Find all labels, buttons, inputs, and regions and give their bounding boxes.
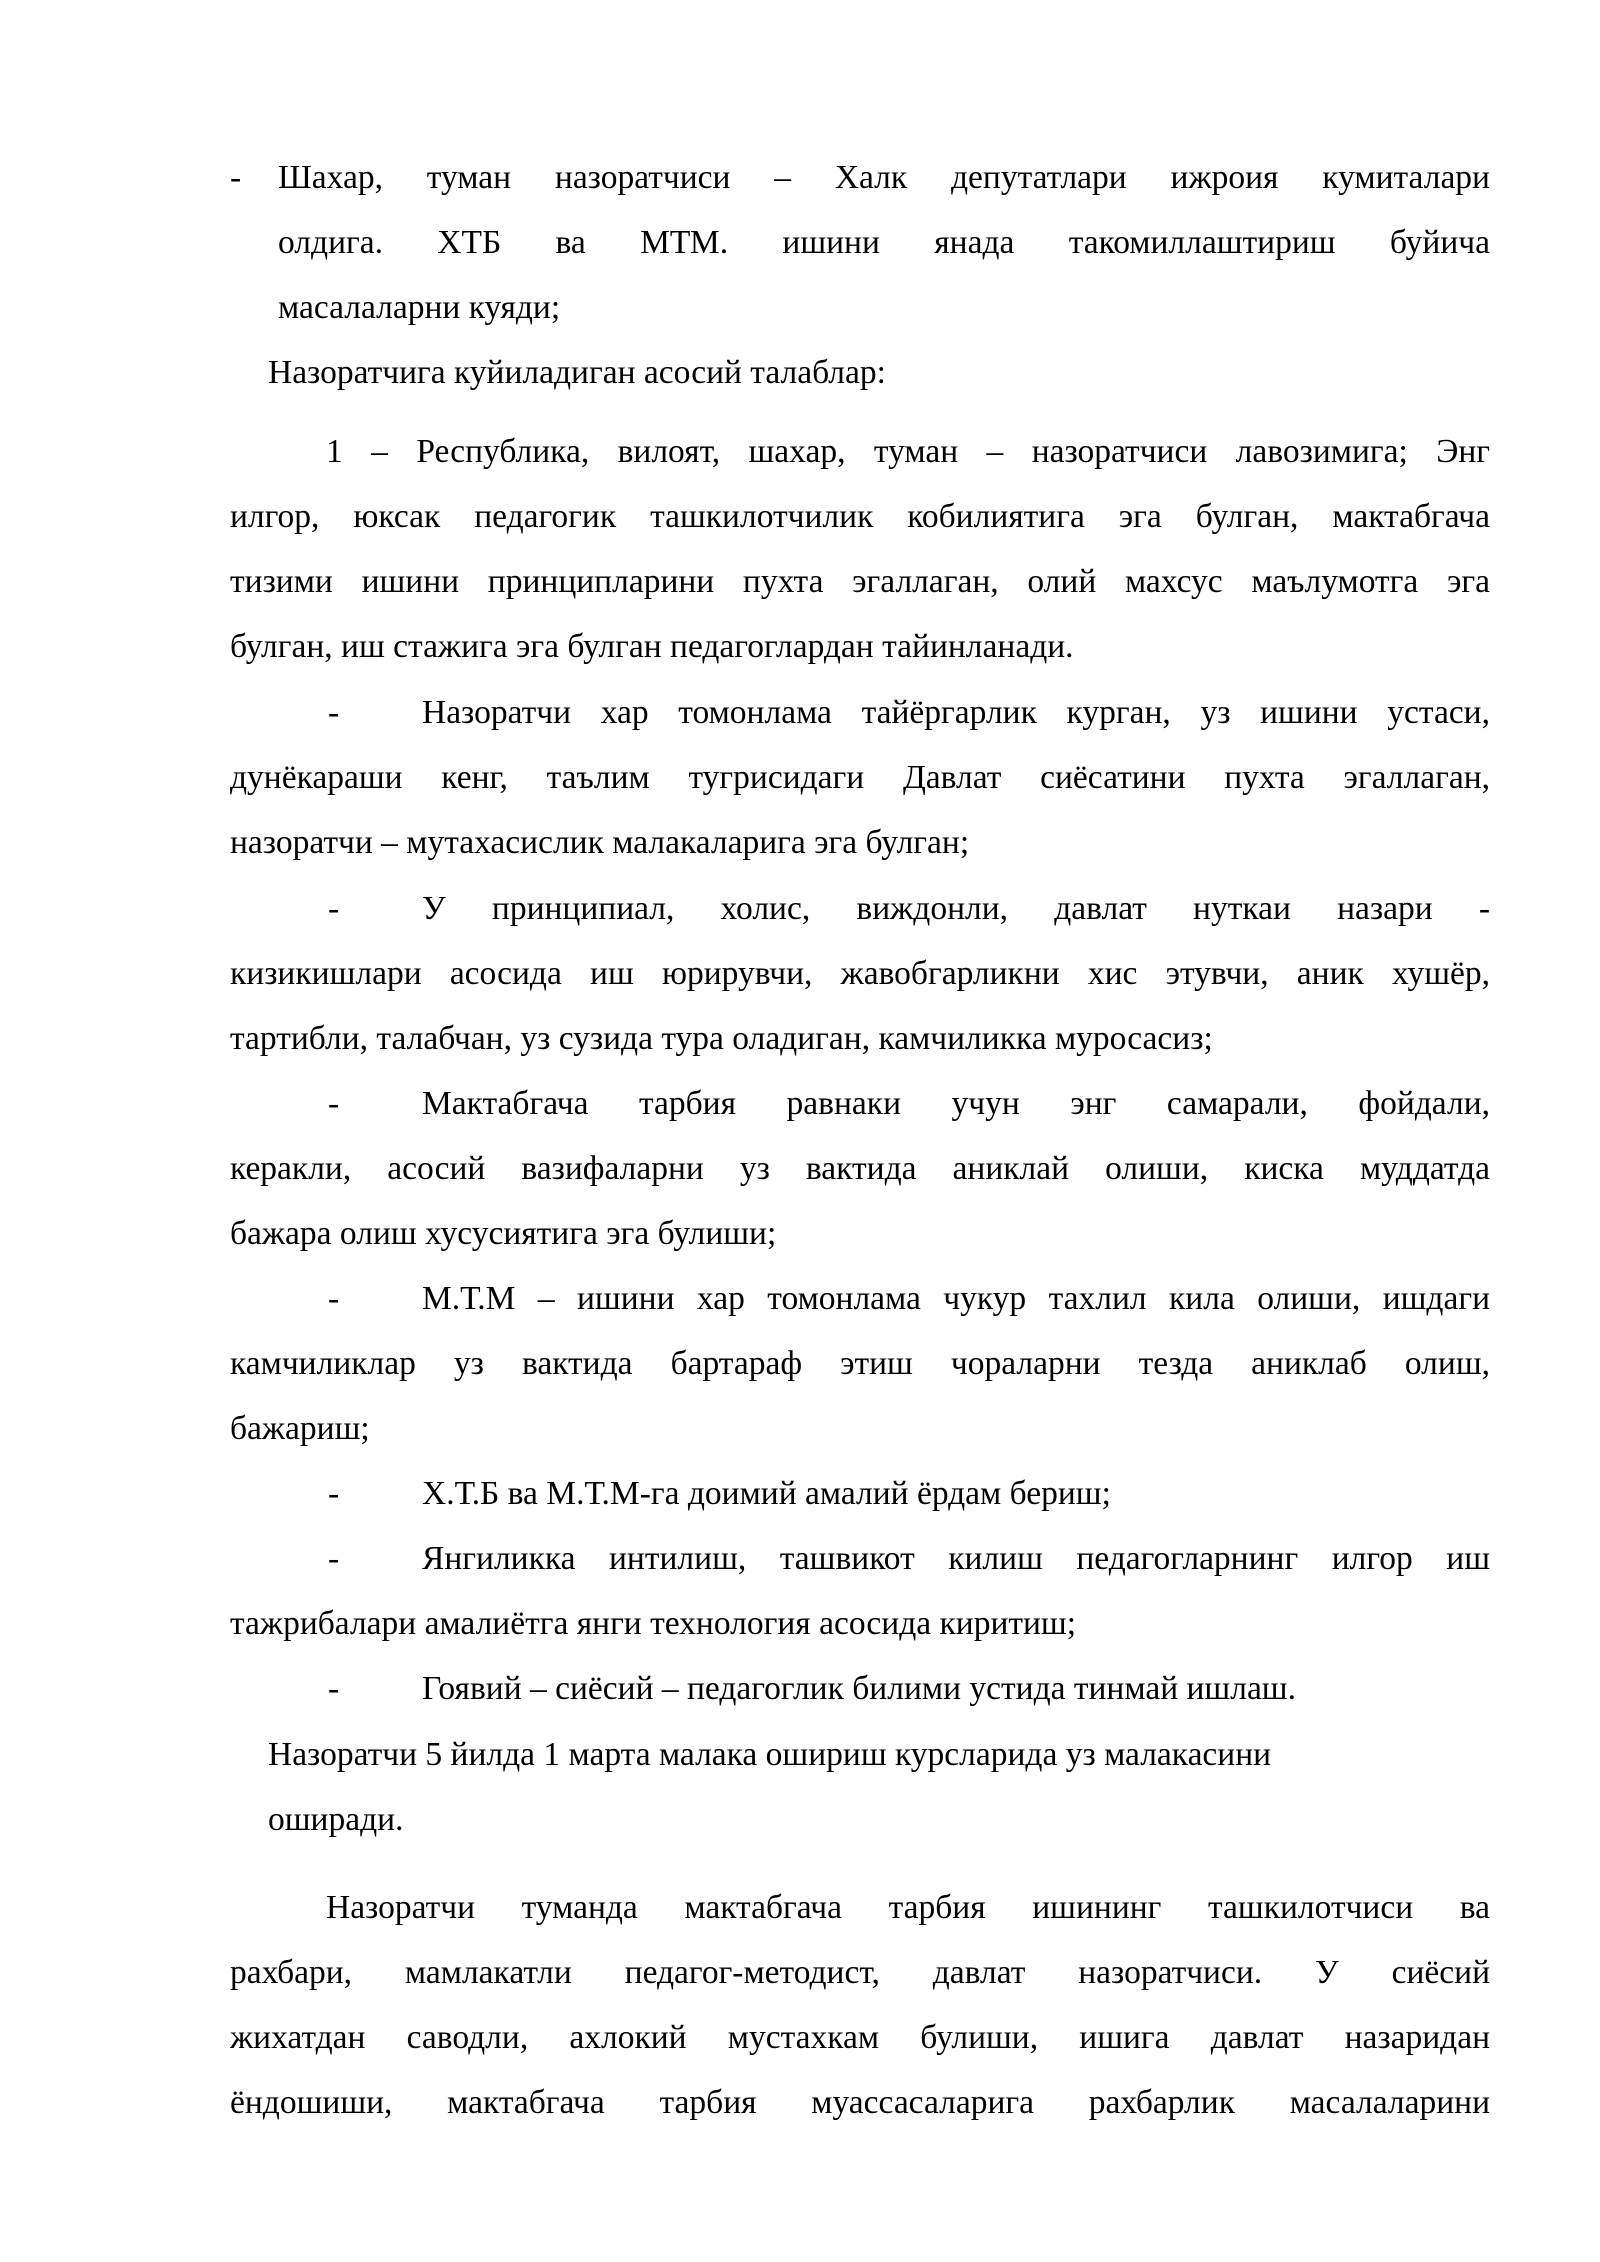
bullet-marker: - <box>328 1670 340 1707</box>
bullet-line: Гоявий – сиёсий – педагоглик билими устида тинмай ишлаш. <box>422 1670 1296 1707</box>
bullet-line: Х.Т.Б ва М.Т.М-га доимий амалий ёрдам бериш; <box>422 1475 1111 1512</box>
paragraph-line: булган, иш стажига эга булган педагоглардан тайинланади. <box>230 628 1074 665</box>
paragraph-line: тизими ишини принципларини пухта эгаллаган, олий махсус маълумотга эга <box>230 563 1490 600</box>
bullet-marker: - <box>328 1280 340 1317</box>
intro-item-marker: - <box>230 159 242 196</box>
bullet-marker: - <box>328 694 340 731</box>
bullet-line: камчиликлар уз вактида бартараф этиш чораларни тезда аниклаб олиш, <box>230 1345 1490 1382</box>
bullet-line: назоратчи – мутахасислик малакаларига эга булган; <box>230 824 970 861</box>
bullet-marker: - <box>328 1540 340 1577</box>
bullet-line: тажрибалари амалиётга янги технология асосида киритиш; <box>230 1605 1077 1642</box>
courses-note-line: оширади. <box>268 1801 404 1838</box>
bullet-line: М.Т.М – ишини хар томонлама чукур тахлил кила олиши, ишдаги <box>422 1280 1490 1317</box>
bullet-line: керакли, асосий вазифаларни уз вактида аниклай олиши, киска муддатда <box>230 1150 1490 1187</box>
bullet-line: Мактабгача тарбия равнаки учун энг самарали, фойдали, <box>422 1085 1490 1122</box>
paragraph-line: ёндошиши, мактабгача тарбия муассасаларига рахбарлик масалаларини <box>230 2084 1490 2121</box>
paragraph-line: 1 – Республика, вилоят, шахар, туман – назоратчиси лавозимига; Энг <box>326 433 1490 470</box>
bullet-line: тартибли, талабчан, уз сузида тура оладиган, камчиликка муросасиз; <box>230 1020 1213 1057</box>
bullet-line: Янгиликка интилиш, ташвикот килиш педагогларнинг илгор иш <box>422 1540 1490 1577</box>
intro-item-line: масалаларни куяди; <box>278 289 561 326</box>
paragraph-line: жихатдан саводли, ахлокий мустахкам булиши, ишига давлат назаридан <box>230 2019 1490 2056</box>
bullet-line: У принципиал, холис, виждонли, давлат нуткаи назари - <box>422 890 1490 927</box>
requirement-one-paragraph <box>230 419 1490 679</box>
courses-note <box>268 1722 1490 1852</box>
bullet-marker: - <box>328 890 340 927</box>
bullet-line: кизикишлари асосида иш юрирувчи, жавобгарликни хис этувчи, аник хушёр, <box>230 955 1490 992</box>
final-paragraph <box>230 1875 1490 2135</box>
bullet-line: Назоратчи хар томонлама тайёргарлик курган, уз ишини устаси, <box>422 694 1490 731</box>
paragraph-line: рахбари, мамлакатли педагог-методист, давлат назоратчиси. У сиёсий <box>230 1954 1490 1991</box>
bullet-line: бажариш; <box>230 1410 370 1447</box>
intro-item-line: Шахар, туман назоратчиси – Халк депутатлари ижроия кумиталари <box>278 159 1490 196</box>
bullet-line: бажара олиш хусусиятига эга булиши; <box>230 1215 777 1252</box>
paragraph-line: илгор, юксак педагогик ташкилотчилик кобилиятига эга булган, мактабгача <box>230 498 1490 535</box>
courses-note-line: Назоратчи 5 йилда 1 марта малака ошириш курсларида уз малакасини <box>268 1736 1272 1773</box>
paragraph-line: Назоратчи туманда мактабгача тарбия ишининг ташкилотчиси ва <box>326 1889 1490 1926</box>
requirements-heading: Назоратчига куйиладиган асосий талаблар: <box>268 354 886 391</box>
bullet-marker: - <box>328 1085 340 1122</box>
bullet-marker: - <box>328 1475 340 1512</box>
intro-item-line: олдига. ХТБ ва МТМ. ишини янада такомиллаштириш буйича <box>278 224 1490 261</box>
bullet-line: дунёкараши кенг, таълим тугрисидаги Давлат сиёсатини пухта эгаллаган, <box>230 759 1490 796</box>
